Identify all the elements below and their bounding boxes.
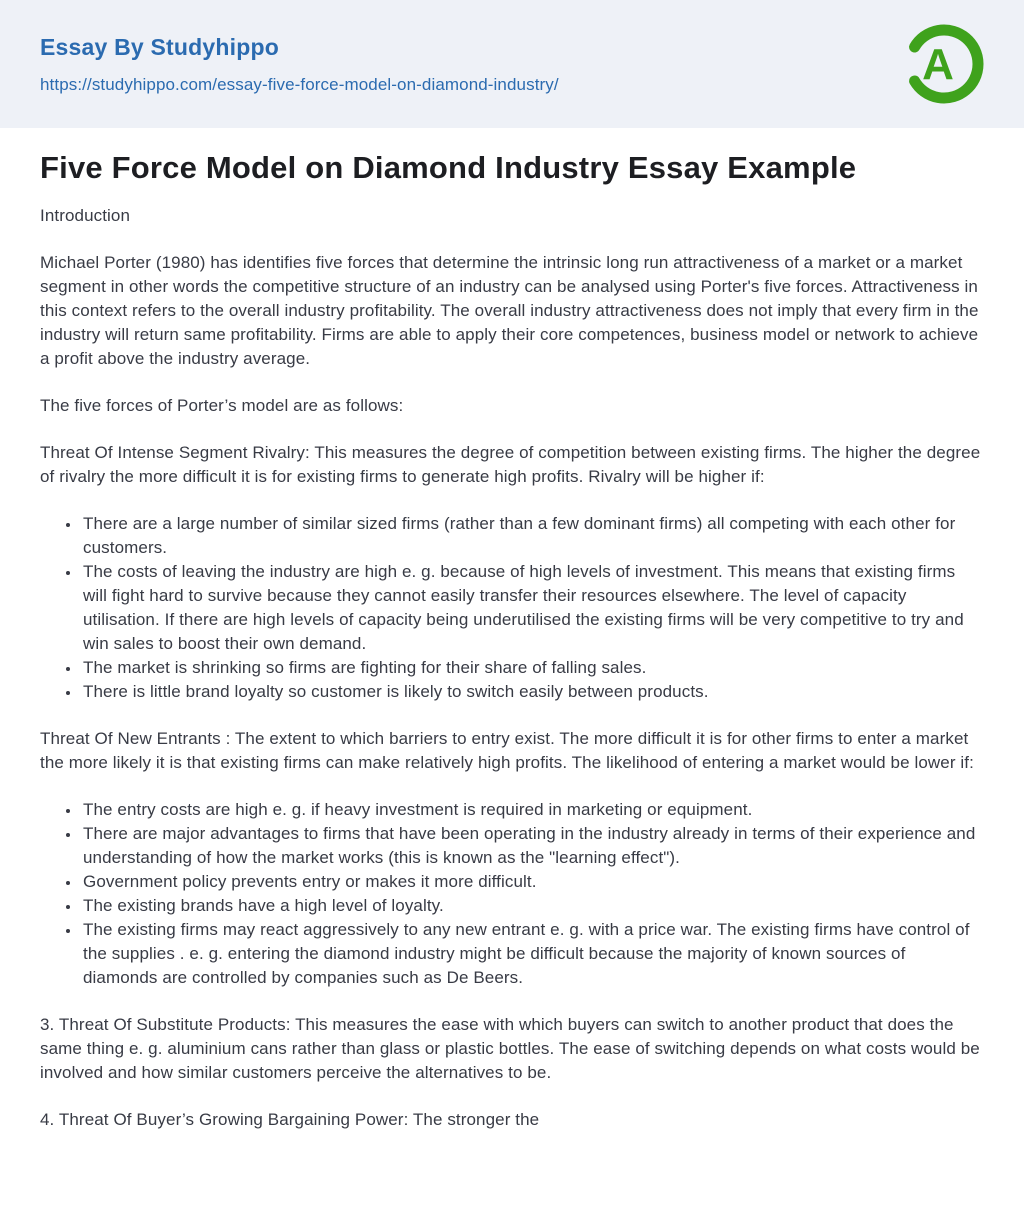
paragraph: 3. Threat Of Substitute Products: This measures the ease with which buyers can switch to another product that does the same thing e. g. aluminium cans rather than glass or plastic bottles. The ease of switching depends on what costs would be involved and how similar customers perceive the alternatives to be. — [40, 1015, 980, 1082]
list-item: • There are major advantages to firms that have been operating in the industry already in terms of their experience and understanding of how the market works (this is known as the "learning effect"). — [81, 822, 984, 870]
bullet-list — [40, 512, 984, 704]
paragraph: Threat Of Intense Segment Rivalry: This measures the degree of competition between existing firms. The higher the degree of rivalry the more difficult it is for existing firms to generate high profits. Rivalry will be higher if: — [40, 443, 981, 486]
article — [0, 128, 1024, 1215]
logo-letter: A — [922, 40, 954, 89]
site-url-link[interactable]: https://studyhippo.com/essay-five-force-model-on-diamond-industry/ — [40, 74, 559, 94]
paragraph-introduction: Introduction — [40, 206, 131, 225]
paragraph: The five forces of Porter’s model are as follows: — [40, 396, 404, 415]
list-item: • The costs of leaving the industry are high e. g. because of high levels of investment. This means that existing firms will fight hard to survive because they cannot easily transfer their resources elsewhere. The level of capacity utilisation. If there are high levels of capacity being underutilised the existing firms will be very competitive to try and win sales to boost their own demand. — [81, 560, 984, 656]
list-item: • The existing firms may react aggressively to any new entrant e. g. with a price war. The existing firms have control of the supplies . e. g. entering the diamond industry might be difficult because the majority of known sources of diamonds are controlled by companies such as De Beers. — [81, 918, 984, 990]
page-header — [0, 0, 1024, 128]
list-item: • Government policy prevents entry or makes it more difficult. — [81, 870, 984, 894]
bullet-list — [40, 798, 984, 990]
list-item: • There is little brand loyalty so customer is likely to switch easily between products. — [81, 680, 984, 704]
site-title: Essay By Studyhippo — [40, 33, 279, 60]
list-item: • The entry costs are high e. g. if heavy investment is required in marketing or equipment. — [81, 798, 984, 822]
studyhippo-logo-icon — [904, 20, 984, 108]
list-item: • The market is shrinking so firms are fighting for their share of falling sales. — [81, 656, 984, 680]
list-item: • The existing brands have a high level of loyalty. — [81, 894, 984, 918]
paragraph: Threat Of New Entrants : The extent to which barriers to entry exist. The more difficult it is for other firms to enter a market the more likely it is that existing firms can make relatively high profits. The likelihood of entering a market would be lower if: — [40, 729, 974, 772]
article-title: Five Force Model on Diamond Industry Essay Example — [40, 150, 857, 185]
paragraph: 4. Threat Of Buyer’s Growing Bargaining Power: The stronger the — [40, 1110, 540, 1129]
header-text-block — [40, 34, 559, 95]
paragraph: Michael Porter (1980) has identifies five forces that determine the intrinsic long run attractiveness of a market or a market segment in other words the competitive structure of an industry can be analysed using Porter's five forces. Attractiveness in this context refers to the overall industry profitability. The overall industry attractiveness does not imply that every firm in the industry will return same profitability. Firms are able to apply their core competences, business model or network to achieve a profit above the industry average. — [40, 253, 979, 368]
list-item: • There are a large number of similar sized firms (rather than a few dominant firms) all competing with each other for customers. — [81, 512, 984, 560]
